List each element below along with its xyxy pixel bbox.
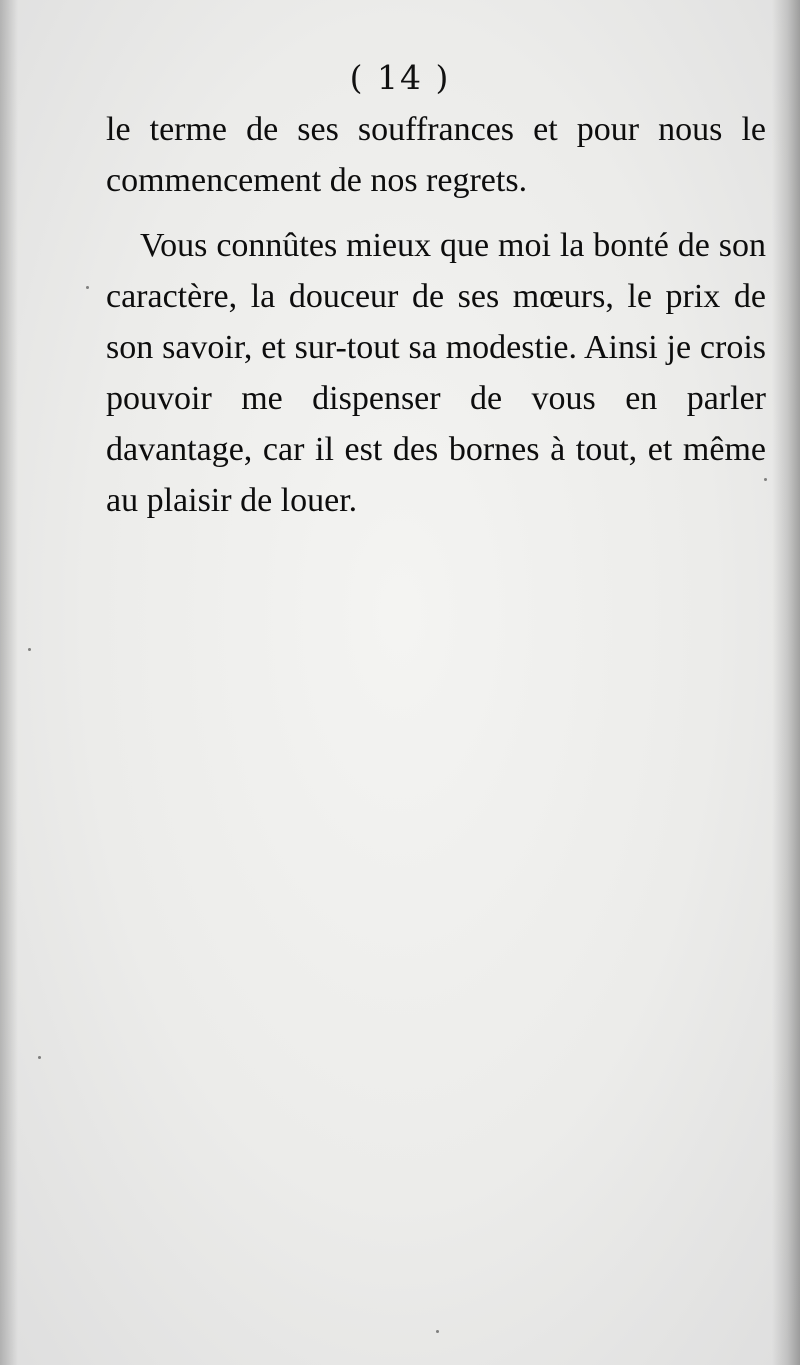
paper-speck [86, 286, 89, 289]
paper-speck [28, 648, 31, 651]
paragraph-2: Vous connûtes mieux que moi la bonté de son caractère, la douceur de ses mœurs, le prix de son savoir, et sur-tout sa modestie. Ainsi je crois pouvoir me dispenser de vous en parler davantage, car il est des bornes à tout, et même au plaisir de louer. [106, 227, 766, 519]
paper-speck [436, 1330, 439, 1333]
body-text [106, 104, 766, 526]
paragraph-1: le terme de ses souffrances et pour nous le commencement de nos regrets. [106, 111, 766, 199]
page-left-shadow [0, 0, 18, 1365]
page-number: ( 14 ) [349, 58, 451, 97]
paper-speck [38, 1056, 41, 1059]
page-spine-shadow [772, 0, 800, 1365]
paper-speck [764, 478, 767, 481]
